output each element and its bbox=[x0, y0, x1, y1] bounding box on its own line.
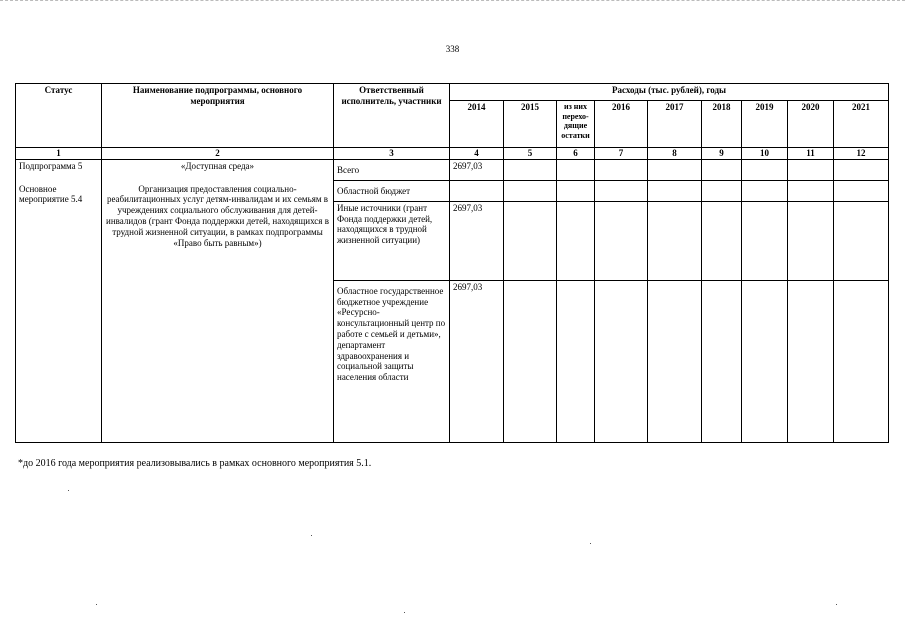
column-number: 8 bbox=[648, 148, 702, 160]
value-regional-budget-2014 bbox=[450, 180, 504, 201]
column-number-row bbox=[16, 148, 889, 160]
scan-speck bbox=[404, 612, 405, 613]
column-number: 10 bbox=[742, 148, 788, 160]
status-main-event: Основное мероприятие 5.4 bbox=[19, 183, 83, 205]
status-subprogram: Подпрограмма 5 bbox=[19, 160, 83, 171]
executor-other-sources: Иные источники (грант Фонда поддержки детей, находящихся в трудной жизненной ситуации) bbox=[334, 201, 450, 280]
column-number: 6 bbox=[557, 148, 595, 160]
year-2018: 2018 bbox=[702, 101, 742, 148]
subprogram-title: «Доступная среда» bbox=[180, 160, 255, 171]
scan-speck bbox=[590, 543, 591, 544]
scan-speck bbox=[68, 490, 69, 491]
year-carryover: из них перехо-дящие остатки bbox=[557, 101, 595, 148]
column-number: 9 bbox=[702, 148, 742, 160]
column-number: 2 bbox=[102, 148, 334, 160]
scan-speck bbox=[311, 535, 312, 536]
column-number: 7 bbox=[595, 148, 648, 160]
header-name: Наименование подпрограммы, основного мероприятия bbox=[102, 84, 334, 148]
header-executor: Ответственный исполнитель, участники bbox=[334, 84, 450, 148]
executor-institution: Областное государственное бюджетное учреждение «Ресурсно-консультационный центр по работе с семьей и детьми», департамент здравоохранения и социальной защиты населения области bbox=[334, 280, 450, 442]
column-number: 3 bbox=[334, 148, 450, 160]
year-2015: 2015 bbox=[504, 101, 557, 148]
column-number: 12 bbox=[834, 148, 889, 160]
page-number: 338 bbox=[445, 44, 460, 54]
executor-regional-budget: Областной бюджет bbox=[334, 180, 450, 201]
footnote: *до 2016 года мероприятия реализовывались в рамках основного мероприятия 5.1. bbox=[18, 458, 372, 469]
header-row bbox=[16, 84, 889, 101]
header-expenses: Расходы (тыс. рублей), годы bbox=[450, 84, 889, 101]
year-2016: 2016 bbox=[595, 101, 648, 148]
scan-speck bbox=[836, 604, 837, 605]
scan-speck bbox=[96, 604, 97, 605]
status-cell bbox=[16, 159, 102, 442]
budget-table bbox=[15, 83, 889, 443]
year-2014: 2014 bbox=[450, 101, 504, 148]
year-2020: 2020 bbox=[788, 101, 834, 148]
value-total-2014: 2697,03 bbox=[450, 159, 504, 180]
executor-total: Всего bbox=[334, 159, 450, 180]
year-2019: 2019 bbox=[742, 101, 788, 148]
table-row bbox=[16, 159, 889, 180]
header-status: Статус bbox=[16, 84, 102, 148]
column-number: 4 bbox=[450, 148, 504, 160]
scan-edge-line bbox=[0, 0, 905, 1]
main-event-description: Организация предоставления социально-реабилитационных услуг детям-инвалидам и их семьям в учреждениях социального обслуживания для детей-инвалидов (грант Фонда поддержки детей, находящихся в трудной жизненной ситуации, в рамках подпрограммы «Право быть равным») bbox=[106, 183, 329, 248]
value-institution-2014: 2697,03 bbox=[450, 280, 504, 442]
year-2017: 2017 bbox=[648, 101, 702, 148]
name-cell bbox=[102, 159, 334, 442]
value-other-sources-2014: 2697,03 bbox=[450, 201, 504, 280]
column-number: 11 bbox=[788, 148, 834, 160]
column-number: 5 bbox=[504, 148, 557, 160]
year-2021: 2021 bbox=[834, 101, 889, 148]
column-number: 1 bbox=[16, 148, 102, 160]
